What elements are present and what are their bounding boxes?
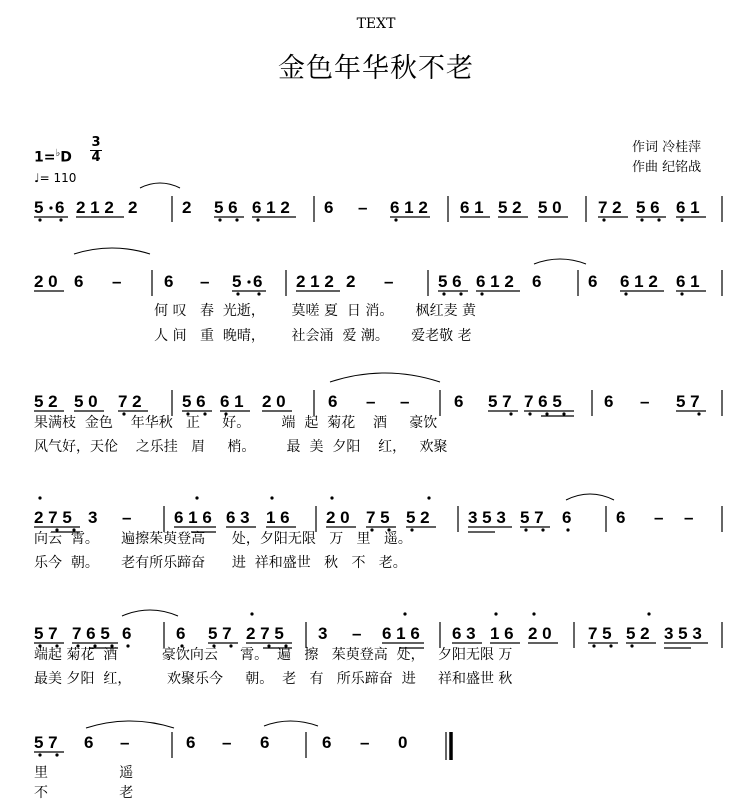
lyrics-verse-1: 果满枝 金色 年华秋 正 好。 端 起 菊花 酒 豪饮 [34, 415, 438, 431]
svg-text:6: 6 [328, 392, 338, 411]
svg-text:–: – [358, 198, 368, 217]
svg-text:–: – [222, 733, 232, 752]
svg-text:3 5 3: 3 5 3 [664, 624, 702, 643]
lyricist-credit: 作词 冷桂萍 [632, 140, 702, 155]
svg-text:2 7 5: 2 7 5 [34, 508, 72, 527]
time-bottom: 4 [91, 150, 101, 165]
lyrics-verse-2: 最美 夕阳 红， 欢聚乐今 朝。 老 有 所乐蹄奋 进 祥和盛世 秋 [34, 671, 513, 687]
svg-text:6: 6 [253, 272, 263, 291]
lyrics-verse-2: 风气好，天伦 之乐挂 眉 梢。 最 美 夕阳 红， 欢聚 [34, 439, 448, 455]
svg-text:3: 3 [318, 624, 328, 643]
lyrics-verse-1: 向云 霄。 遍擦茱萸登高 处，夕阳无限 万 里 遥。 [34, 531, 412, 547]
svg-text:–: – [684, 508, 694, 527]
svg-text:5 2: 5 2 [406, 508, 430, 527]
svg-text:–: – [384, 272, 394, 291]
svg-text:5 2: 5 2 [498, 198, 522, 217]
svg-text:5 0: 5 0 [74, 392, 98, 411]
svg-text:–: – [122, 508, 132, 527]
lyrics-verse-2: 人 间 重 晚晴， 社会涌 爱 潮。 爱老敬 老 [34, 328, 472, 344]
svg-text:5 7: 5 7 [34, 733, 58, 752]
svg-text:–: – [366, 392, 376, 411]
svg-text:–: – [360, 733, 370, 752]
lyrics-verse-1: 端起 菊花 酒 豪饮向云 霄。 遍 擦 茱萸登高 处， 夕阳无限 万 [34, 647, 513, 663]
svg-text:6 1 2: 6 1 2 [252, 198, 290, 217]
staff-system-2 [0, 254, 752, 364]
svg-text:0: 0 [398, 733, 408, 752]
svg-text:2: 2 [128, 198, 138, 217]
quarter-note-icon: ♩ [34, 171, 40, 185]
lyrics-verse-1: 里 遥 [34, 765, 134, 781]
tempo-value: = 110 [39, 171, 77, 185]
svg-text:7 5: 7 5 [588, 624, 612, 643]
svg-text:1 6: 1 6 [490, 624, 514, 643]
svg-text:7 6 5: 7 6 5 [524, 392, 562, 411]
svg-text:5 7: 5 7 [520, 508, 544, 527]
svg-text:–: – [400, 392, 410, 411]
svg-text:5 6: 5 6 [214, 198, 238, 217]
svg-text:7 2: 7 2 [598, 198, 622, 217]
svg-text:5: 5 [34, 198, 44, 217]
svg-text:6: 6 [164, 272, 174, 291]
svg-text:7 6 5: 7 6 5 [72, 624, 110, 643]
svg-text:2 1 2: 2 1 2 [296, 272, 334, 291]
svg-text:6 1 6: 6 1 6 [174, 508, 212, 527]
svg-text:5: 5 [232, 272, 242, 291]
flat-sign: ♭ [55, 148, 61, 159]
svg-text:5 0: 5 0 [538, 198, 562, 217]
svg-text:6: 6 [454, 392, 464, 411]
svg-text:6: 6 [588, 272, 598, 291]
svg-text:6: 6 [604, 392, 614, 411]
svg-text:2: 2 [346, 272, 356, 291]
key-text: 1= [34, 149, 56, 166]
svg-text:6 1: 6 1 [220, 392, 244, 411]
svg-text:7 2: 7 2 [118, 392, 142, 411]
svg-text:6 1: 6 1 [676, 198, 700, 217]
svg-text:5 2: 5 2 [626, 624, 650, 643]
svg-text:–: – [640, 392, 650, 411]
svg-text:6: 6 [74, 272, 84, 291]
key-note: D [60, 149, 72, 166]
svg-text:2 0: 2 0 [34, 272, 58, 291]
svg-text:6: 6 [322, 733, 332, 752]
song-title: 金色年华秋不老 [278, 53, 474, 84]
lyrics-verse-1: 何 叹 春 光逝， 莫嗟 夏 日 消。 枫红麦 黄 [34, 303, 477, 319]
svg-text:7 5: 7 5 [366, 508, 390, 527]
svg-text:6: 6 [532, 272, 542, 291]
svg-text:1 6: 1 6 [266, 508, 290, 527]
svg-text:6 1 6: 6 1 6 [382, 624, 420, 643]
svg-text:5 7: 5 7 [34, 624, 58, 643]
svg-text:5 7: 5 7 [208, 624, 232, 643]
svg-text:6: 6 [55, 198, 65, 217]
svg-text:6: 6 [324, 198, 334, 217]
svg-text:6: 6 [562, 508, 572, 527]
svg-text:6 1 2: 6 1 2 [476, 272, 514, 291]
svg-text:6: 6 [122, 624, 132, 643]
svg-text:6: 6 [176, 624, 186, 643]
staff-system-5 [0, 606, 752, 716]
svg-text:6 1: 6 1 [460, 198, 484, 217]
svg-text:–: – [654, 508, 664, 527]
svg-text:2 0: 2 0 [262, 392, 286, 411]
svg-text:5 7: 5 7 [676, 392, 700, 411]
lyrics-verse-2: 不 老 [34, 785, 134, 801]
svg-text:2 0: 2 0 [528, 624, 552, 643]
svg-text:5 2: 5 2 [34, 392, 58, 411]
staff-system-3 [0, 374, 752, 484]
svg-text:5 7: 5 7 [488, 392, 512, 411]
time-signature [90, 136, 102, 165]
svg-text:6 1: 6 1 [676, 272, 700, 291]
header-label: TEXT [356, 16, 396, 32]
svg-text:6 1 2: 6 1 2 [390, 198, 428, 217]
staff-system-6 [0, 720, 752, 801]
svg-text:6: 6 [260, 733, 270, 752]
svg-text:–: – [352, 624, 362, 643]
svg-text:6: 6 [616, 508, 626, 527]
svg-text:2: 2 [182, 198, 192, 217]
svg-text:3 5 3: 3 5 3 [468, 508, 506, 527]
svg-text:6 3: 6 3 [452, 624, 476, 643]
svg-text:–: – [112, 272, 122, 291]
svg-text:6: 6 [84, 733, 94, 752]
svg-text:5 6: 5 6 [182, 392, 206, 411]
key-signature [34, 148, 72, 166]
svg-text:–: – [200, 272, 210, 291]
svg-text:5 6: 5 6 [636, 198, 660, 217]
svg-text:3: 3 [88, 508, 98, 527]
svg-text:6 1 2: 6 1 2 [620, 272, 658, 291]
svg-text:2 1 2: 2 1 2 [76, 198, 114, 217]
time-top: 3 [91, 135, 101, 150]
svg-text:2 0: 2 0 [326, 508, 350, 527]
svg-text:–: – [120, 733, 130, 752]
svg-text:2 7 5: 2 7 5 [246, 624, 284, 643]
staff-system-4 [0, 490, 752, 600]
lyrics-verse-2: 乐今 朝。 老有所乐蹄奋 进 祥和盛世 秋 不 老。 [34, 555, 407, 571]
svg-text:5 6: 5 6 [438, 272, 462, 291]
svg-text:6: 6 [186, 733, 196, 752]
svg-text:6 3: 6 3 [226, 508, 250, 527]
composer-credit: 作曲 纪铭战 [632, 160, 702, 175]
